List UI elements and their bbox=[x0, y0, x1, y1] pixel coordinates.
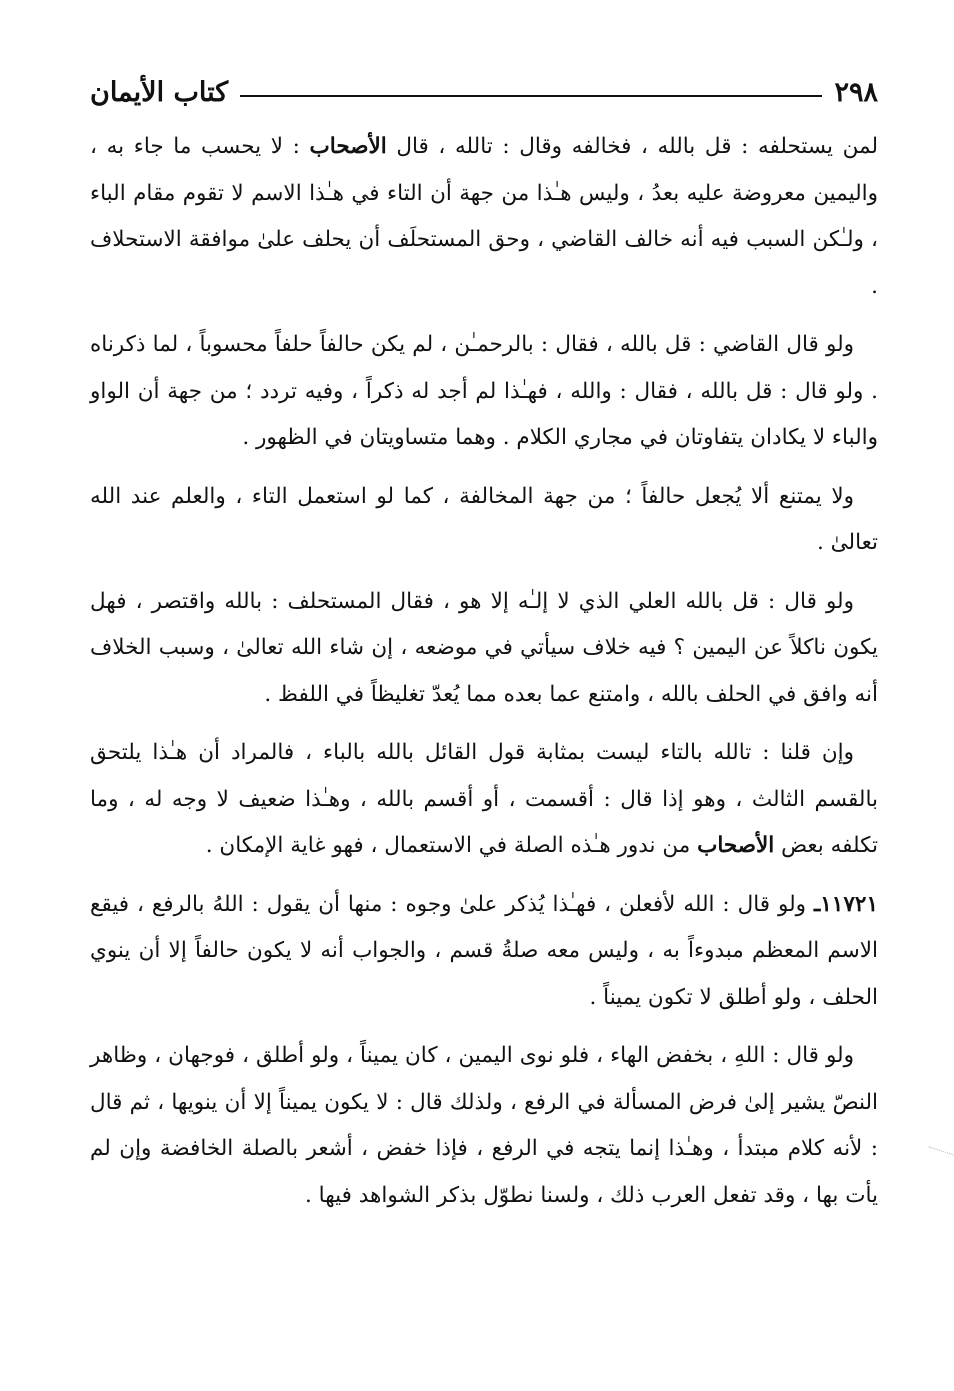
paragraph-4 bbox=[90, 579, 878, 719]
scan-artifact bbox=[924, 1146, 953, 1168]
paragraph-5-text-a: وإن قلنا : تالله بالتاء ليست بمثابة قول القائل بالله بالباء ، فالمراد أن هـٰذا يلتحق بالقسم الثالث ، وهو إذا قال : أقسمت ، أو أقسم بالله ، وهـٰذا ضعيف لا وجه له ، وما تكلفه بعض bbox=[90, 740, 878, 858]
running-title: كتاب الأيمان bbox=[90, 76, 229, 108]
paragraph-1 bbox=[90, 124, 878, 310]
paragraph-6-text: ولو قال : الله لأفعلن ، فهـٰذا يُذكر علىٰ وجوه : منها أن يقول : اللهُ بالرفع ، فيقع الاسم المعظم مبدوءاً به ، وليس معه صلةُ قسم ، والجواب أنه لا يكون حالفاً إلا أن ينوي الحلف ، ولو أطلق لا تكون يميناً . bbox=[90, 891, 878, 1010]
paragraph-4-text: ولو قال : قل بالله العلي الذي لا إلـٰه إلا هو ، فقال المستحلف : بالله واقتصر ، فهل يكون ناكلاً عن اليمين ؟ فيه خلاف سيأتي في موضعه ، إن شاء الله تعالىٰ ، وسبب الخلاف أنه وافق في الحلف بالله ، وامتنع عما بعده مما يُعدّ تغليظاً في اللفظ . bbox=[90, 588, 878, 707]
paragraph-7-text: ولو قال : اللهِ ، بخفض الهاء ، فلو نوى اليمين ، كان يميناً ، ولو أطلق ، فوجهان ، وظاهر النصّ يشير إلىٰ فرض المسألة في الرفع ، ولذلك قال : لا يكون يميناً إلا أن ينويها ، ثم قال : لأنه كلام مبتدأ ، وهـٰذا إنما يتجه في الرفع ، فإذا خفض ، أشعر بالصلة الخافضة وإن لم يأت بها ، وقد تفعل العرب ذلك ، ولسنا نطوّل بذكر الشواهد فيها . bbox=[90, 1043, 878, 1208]
paragraph-6 bbox=[90, 882, 878, 1022]
page-number: ٢٩٨ bbox=[834, 76, 878, 108]
paragraph-1-text-a: لمن يستحلفه : قل بالله ، فخالفه وقال : تالله ، قال bbox=[386, 134, 878, 159]
paragraph-3-text: ولا يمتنع ألا يُجعل حالفاً ؛ من جهة المخالفة ، كما لو استعمل التاء ، والعلم عند الله تعالىٰ . bbox=[90, 483, 878, 555]
bold-term-ashab: الأصحاب bbox=[309, 134, 387, 159]
paragraph-2 bbox=[90, 322, 878, 462]
paragraph-2-text: ولو قال القاضي : قل بالله ، فقال : بالرحمـٰن ، لم يكن حالفاً حلفاً محسوباً ، لما ذكرناه . ولو قال : قل بالله ، فقال : والله ، فهـٰذا لم أجد له ذكراً ، وفيه تردد ؛ من جهة أن الواو والباء لا يكادان يتفاوتان في مجاري الكلام . وهما متساويتان في الظهور . bbox=[90, 332, 878, 450]
book-page bbox=[90, 70, 878, 1231]
paragraph-5-text-b: من ندور هـٰذه الصلة في الاستعمال ، فهو غاية الإمكان . bbox=[205, 833, 698, 858]
header-rule bbox=[240, 95, 822, 97]
page-header bbox=[90, 70, 878, 114]
paragraph-5 bbox=[90, 730, 878, 870]
paragraph-7 bbox=[90, 1033, 878, 1219]
paragraph-1-text-b: : لا يحسب ما جاء به ، واليمين معروضة عليه بعدُ ، وليس هـٰذا من جهة أن التاء في هـٰذا الاسم لا تقوم مقام الباء ، ولـٰكن السبب فيه أنه خالف القاضي ، وحق المستحلَف أن يحلف علىٰ موافقة الاستحلاف . bbox=[90, 134, 878, 299]
bold-term-ashab: الأصحاب bbox=[697, 833, 775, 858]
paragraph-3 bbox=[90, 474, 878, 567]
section-number: ١١٧٢١ـ bbox=[813, 891, 878, 917]
